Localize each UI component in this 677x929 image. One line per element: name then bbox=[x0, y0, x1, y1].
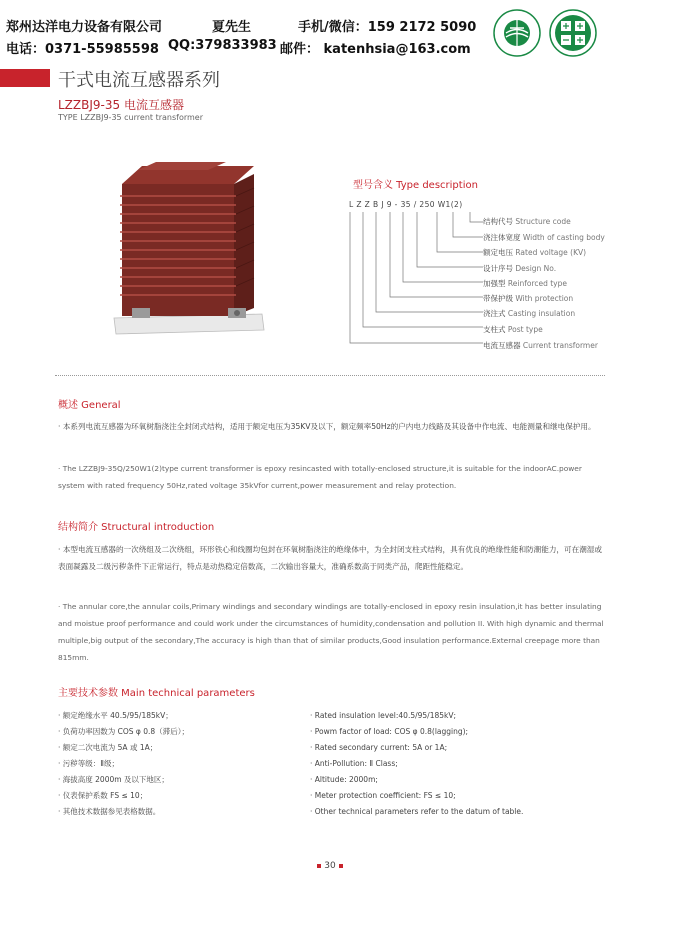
title-accent-bar bbox=[0, 69, 50, 87]
spec-item-cn: · 仪表保护系数 FS ≤ 10； bbox=[58, 791, 148, 800]
spec-item-en: · Rated insulation level:40.5/95/185kV; bbox=[310, 711, 457, 720]
type-description-title: 型号含义 Type description bbox=[353, 180, 478, 191]
type-label: 结构代号 Structure code bbox=[483, 217, 571, 226]
type-label: 支柱式 Post type bbox=[483, 325, 543, 334]
contact-name: 夏先生 bbox=[212, 20, 252, 35]
page-number: 30 bbox=[0, 861, 660, 871]
spec-item-en: · Altitude: 2000m; bbox=[310, 775, 378, 784]
structural-text-cn: · 本型电流互感器的一次绕组及二次绕组，环形铁心和线圈均包封在环氧树脂浇注的绝缘体中，为全封闭支柱式结构，具有优良的绝缘性能和防潮能力，可在潮湿或表面凝露及二级污秽条件下正常运行，特点是动热稳定倍数高，二次输出容量大，准确系数高于同类产品，爬距性能稳定。 bbox=[58, 545, 602, 571]
type-label: 额定电压 Rated voltage (KV) bbox=[483, 248, 587, 257]
spec-item-en: · Powm factor of load: COS φ 0.8(lagging); bbox=[310, 727, 469, 736]
type-label: 加强型 Reinforced type bbox=[483, 279, 568, 288]
qq-number: QQ:379833983 bbox=[168, 38, 277, 53]
structural-title: 结构简介 Structural introduction bbox=[58, 522, 215, 533]
spec-item-en: · Anti-Pollution: Ⅱ Class; bbox=[310, 759, 398, 768]
spec-item-en: · Meter protection coefficient: FS ≤ 10; bbox=[310, 791, 456, 800]
spec-item-cn: · 海拔高度 2000m 及以下地区； bbox=[58, 775, 169, 784]
type-label: 设计序号 Design No. bbox=[483, 264, 557, 273]
type-code: L Z Z B J 9 - 35 / 250 W1(2) bbox=[349, 200, 463, 209]
spec-item-en: · Other technical parameters refer to the datum of table. bbox=[310, 807, 524, 816]
spec-item-cn: · 污秽等级：Ⅱ级； bbox=[58, 759, 119, 768]
spec-item-cn: · 其他技术数据参见表格数据。 bbox=[58, 807, 161, 816]
type-code-bracket-lines bbox=[345, 210, 485, 352]
spec-item-cn: · 额定绝缘水平 40.5/95/185kV； bbox=[58, 711, 173, 720]
model-subtitle: TYPE LZZBJ9-35 current transformer bbox=[58, 113, 203, 122]
type-label: 电流互感器 Current transformer bbox=[483, 341, 598, 350]
spec-item-cn: · 额定二次电流为 5A 或 1A； bbox=[58, 743, 158, 752]
spec-item-en: · Rated secondary current: 5A or 1A; bbox=[310, 743, 448, 752]
mobile-number: 手机/微信：159 2172 5090 bbox=[298, 20, 477, 35]
power-grid-logo bbox=[492, 8, 542, 58]
company-name: 郑州达洋电力设备有限公司 bbox=[6, 20, 163, 35]
general-text-en: · The LZZBJ9-35Q/250W1(2)type current transformer is epoxy resincasted with totally-enclosed structure,it is suitable for the indoorAC.power system with rated frequency 50Hz,rated voltage 35kVfor current,power measurement and relay protection. bbox=[58, 464, 582, 490]
general-text-cn: · 本系列电流互感器为环氧树脂浇注全封闭式结构，适用于额定电压为35KV及以下，额定频率50Hz的户内电力线路及其设备中作电流、电能测量和继电保护用。 bbox=[58, 422, 596, 431]
phone-number: 电话：0371-55985598 bbox=[6, 42, 159, 57]
brand-logo bbox=[548, 8, 598, 58]
structural-text-en: · The annular core,the annular coils,Primary windings and secondary windings are totally-enclosed in epoxy resin insulation,it has better insulating and moistue proof performance and could work under the circumstances of humidity,condensation and pollution II. With high dynamic and thermal multiple,big output of the secondary,The accuracy is high than that of similar products,Good insulation performance.External creepage more than 815mm. bbox=[58, 602, 604, 662]
type-label: 浇注体宽度 Width of casting body bbox=[483, 233, 605, 242]
transformer-product-image bbox=[108, 160, 268, 340]
type-label: 浇注式 Casting insulation bbox=[483, 309, 576, 318]
model-title: LZZBJ9-35 电流互感器 bbox=[58, 98, 184, 112]
type-label: 带保护级 With protection bbox=[483, 294, 574, 303]
general-title: 概述 General bbox=[58, 400, 121, 411]
technical-title: 主要技术参数 Main technical parameters bbox=[58, 688, 255, 699]
email-address: 邮件： katenhsia@163.com bbox=[280, 42, 471, 57]
spec-item-cn: · 负荷功率因数为 COS φ 0.8（滞后）； bbox=[58, 727, 189, 736]
series-title: 干式电流互感器系列 bbox=[58, 70, 220, 91]
section-divider bbox=[55, 375, 605, 376]
